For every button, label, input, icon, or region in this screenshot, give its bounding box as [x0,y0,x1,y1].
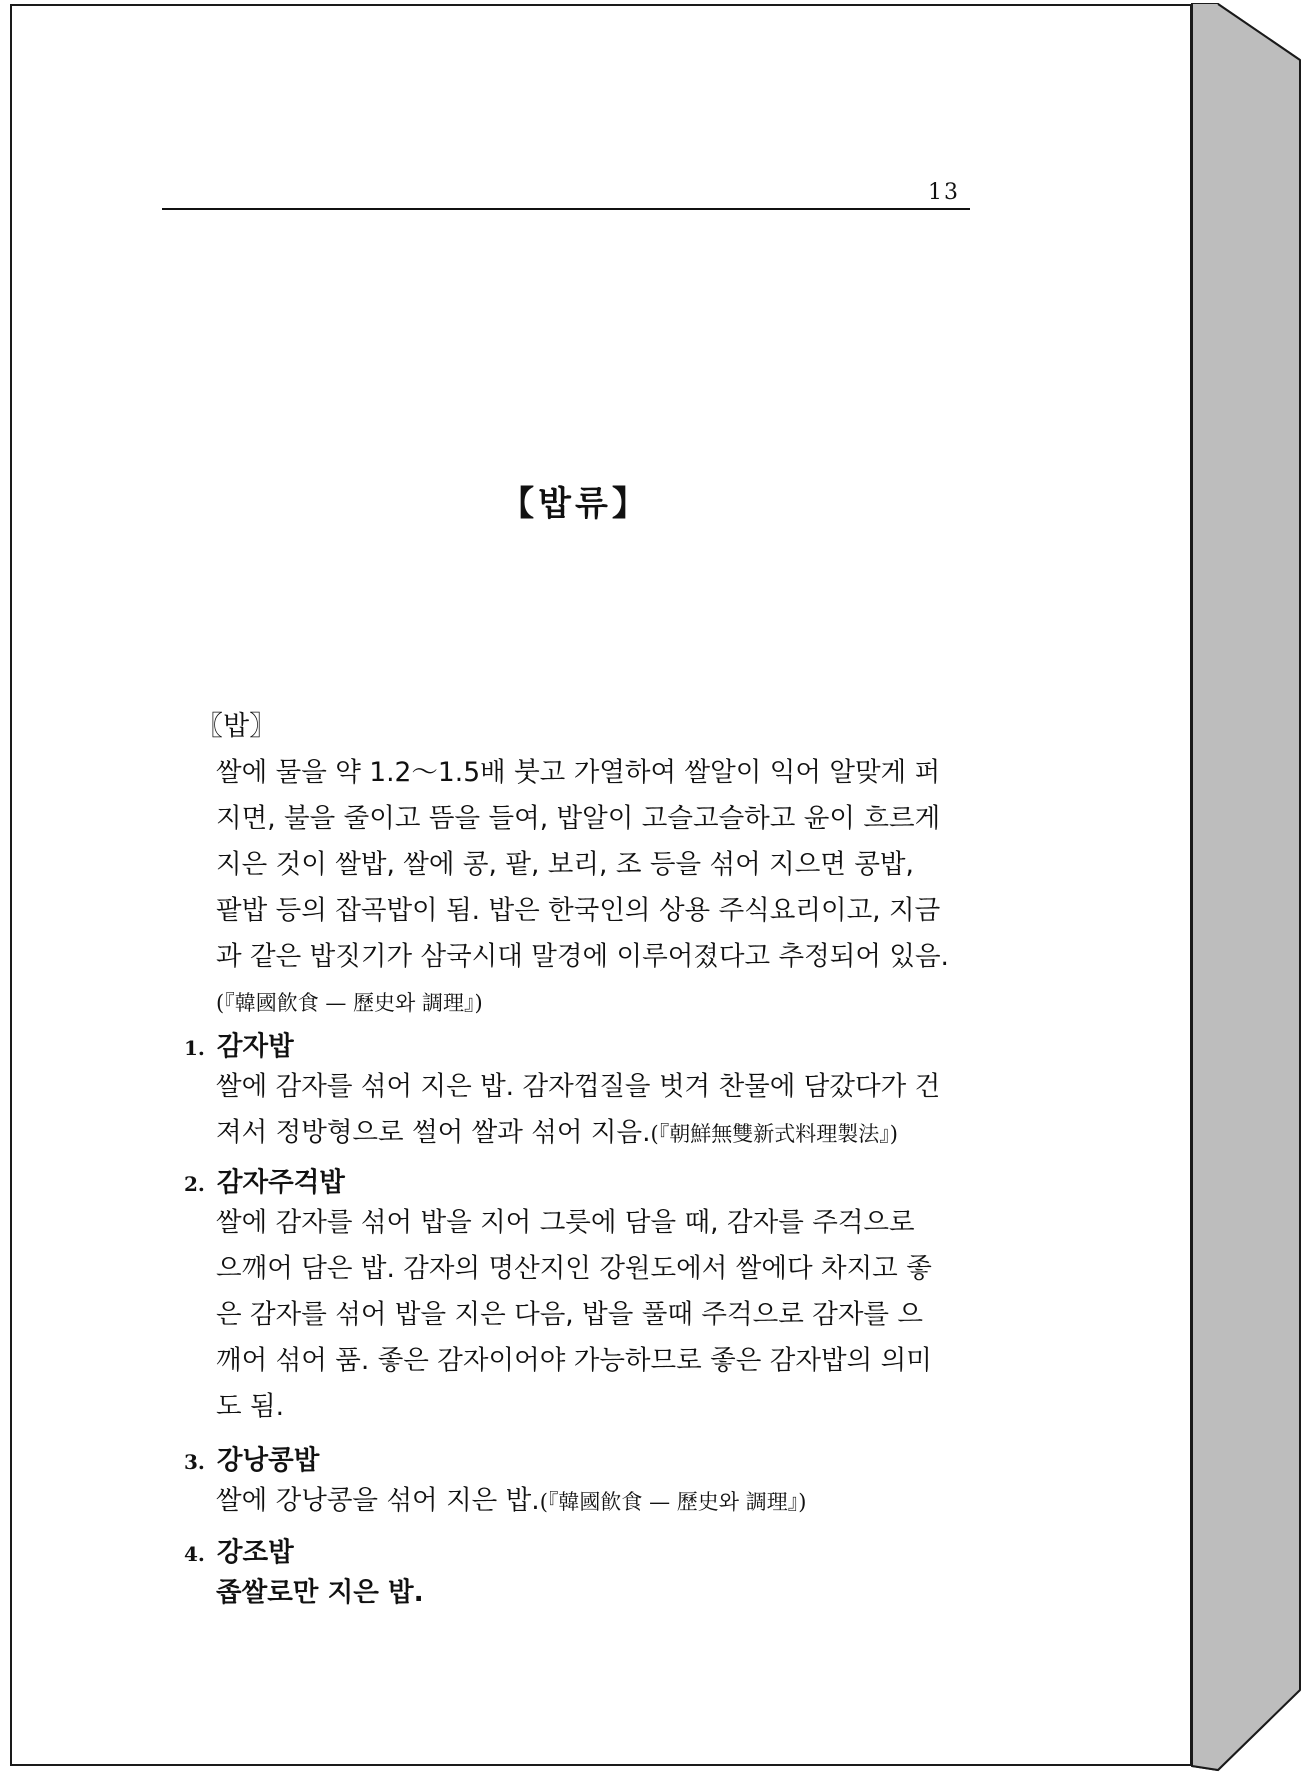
entry-line-with-citation [216,1110,940,1156]
entry-line: 은 감자를 섞어 밥을 지은 다음, 밥을 풀때 주걱으로 감자를 으 [216,1299,924,1330]
entry-paragraph [216,1570,424,1616]
entry-line: 쌀에 강낭콩을 섞어 지은 밥. [216,1485,540,1516]
intro-line: 지은 것이 쌀밥, 쌀에 콩, 팥, 보리, 조 등을 섞어 지으면 콩밥, [216,849,914,880]
entry-number: 2. [184,1172,205,1196]
entry-title: 감자주걱밥 [216,1167,345,1198]
entry-line: 으깨어 담은 밥. 감자의 명산지인 강원도에서 쌀에다 차지고 좋 [216,1253,932,1284]
intro-line: 쌀에 물을 약 1.2～1.5배 붓고 가열하여 쌀알이 익어 알맞게 퍼 [216,757,941,788]
entry-number: 4. [184,1542,205,1566]
entry-title: 강조밥 [216,1537,294,1568]
entry-line: 져서 정방형으로 썰어 쌀과 섞어 지음. [216,1117,651,1148]
entry-title: 감자밥 [216,1031,294,1062]
intro-paragraph [216,750,949,1026]
entry-citation: (『韓國飮食 — 歷史와 調理』) [539,1490,807,1514]
intro-citation: (『韓國飮食 — 歷史와 調理』) [216,991,483,1015]
page-number: 13 [928,180,960,205]
entry-number: 1. [184,1036,205,1060]
entry-paragraph [216,1478,806,1524]
intro-line: 팥밥 등의 잡곡밥이 됨. 밥은 한국인의 상용 주식요리이고, 지금 [216,895,941,926]
entry-paragraph [216,1200,932,1430]
entry-line: 좁쌀로만 지은 밥. [216,1577,424,1608]
entry-line-with-citation [216,1478,806,1524]
entry-heading [184,1024,294,1063]
header-rule [162,208,970,210]
entry-heading [184,1160,345,1199]
entry-number: 3. [184,1450,205,1474]
entry-heading [184,1530,294,1569]
entry-line: 도 됨. [216,1391,285,1422]
intro-line: 지면, 불을 줄이고 뜸을 들여, 밥알이 고슬고슬하고 윤이 흐르게 [216,803,941,834]
entry-line: 쌀에 감자를 섞어 밥을 지어 그릇에 담을 때, 감자를 주걱으로 [216,1207,915,1238]
intro-line: 과 같은 밥짓기가 삼국시대 말경에 이루어졌다고 추정되어 있음. [216,941,949,972]
entry-title: 강낭콩밥 [216,1445,320,1476]
entry-line: 쌀에 감자를 섞어 지은 밥. 감자껍질을 벗겨 찬물에 담갔다가 건 [216,1071,941,1102]
entry-paragraph [216,1064,940,1156]
entry-heading [184,1438,319,1477]
section-title: 【밥류】 [500,484,650,524]
entry-citation: (『朝鮮無雙新式料理製法』) [650,1122,898,1146]
entry-line: 깨어 섞어 품. 좋은 감자이어야 가능하므로 좋은 감자밥의 의미 [216,1345,932,1376]
intro-subhead: 〖밥〗 [196,711,277,742]
